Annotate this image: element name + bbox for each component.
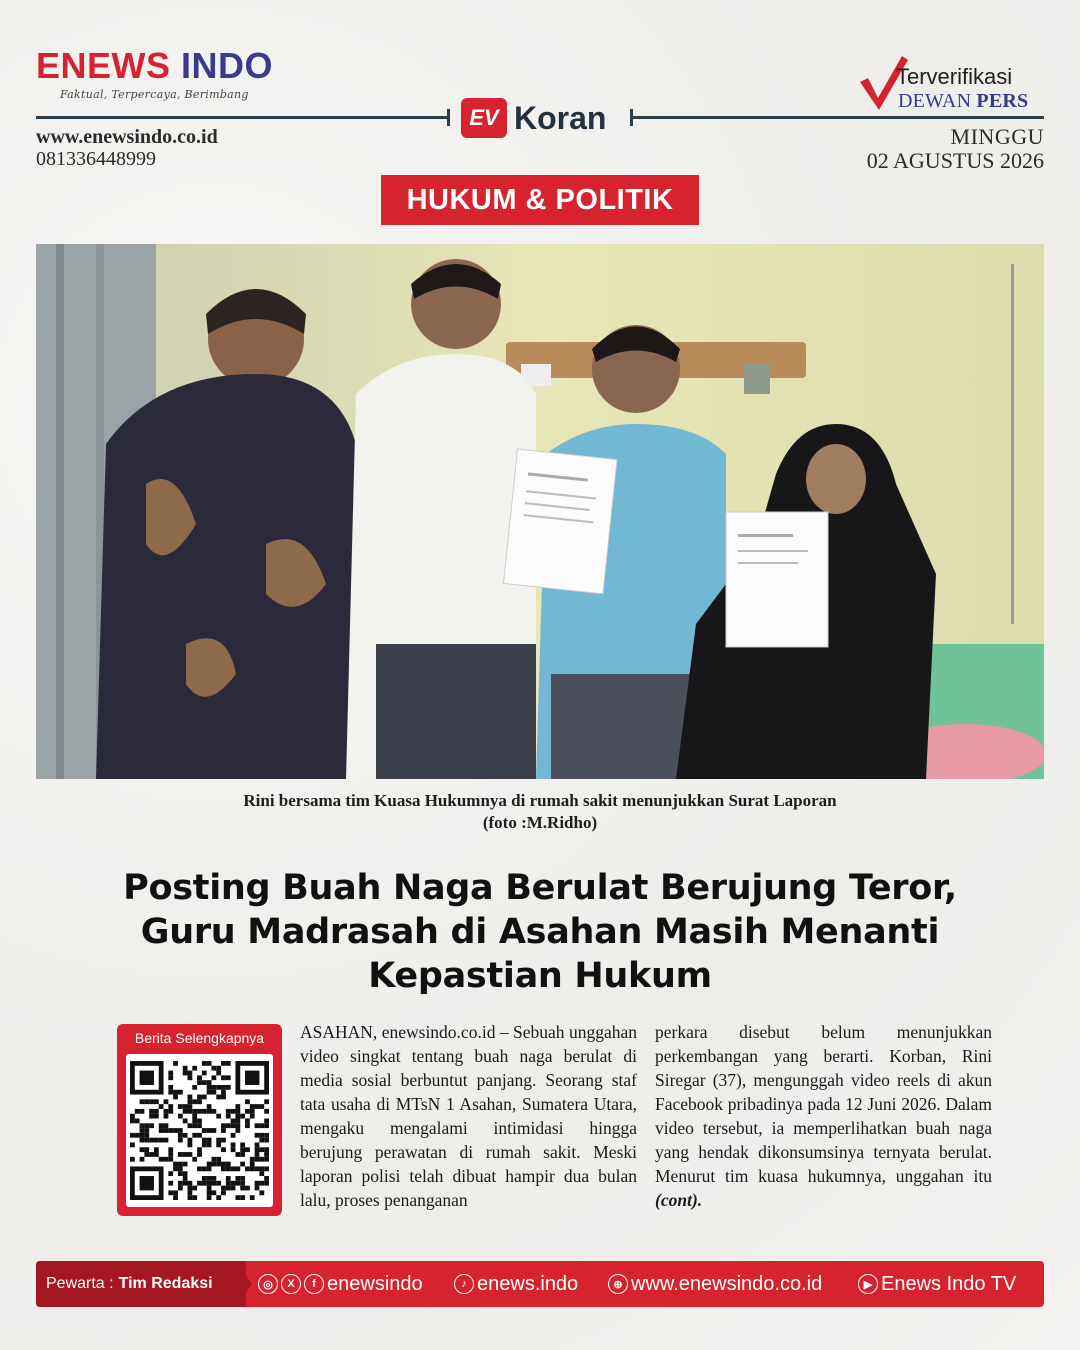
footer-website[interactable]: www.enewsindo.co.id <box>631 1272 823 1295</box>
brand-word-1: ENEWS <box>36 45 171 86</box>
photo-caption <box>0 790 1080 834</box>
phone-text: 081336448999 <box>36 148 156 170</box>
facebook-icon[interactable]: f <box>304 1274 324 1294</box>
youtube-icon: ▶ <box>858 1274 878 1294</box>
youtube-link[interactable] <box>858 1261 1016 1307</box>
press-council-label: DEWAN PERS <box>898 90 1029 112</box>
social-handle[interactable]: enewsindo <box>327 1272 423 1295</box>
edition-logo: EV <box>461 98 507 138</box>
qr-title: Berita Selengkapnya <box>134 1030 265 1046</box>
article-column-1: ASAHAN, enewsindo.co.id – Sebuah unggahan video singkat tentang buah naga berulat di media sosial berbuntut panjang. Seorang staf tata usaha di MTsN 1 Asahan, Sumatera Utara, mengaku mengalami intimidasi hingga berujung perawatan di rumah sakit. Meski laporan polisi telah dibuat hampir dua bulan lalu, proses penanganan <box>300 1022 637 1210</box>
tiktok-handle[interactable]: enews.indo <box>477 1272 579 1295</box>
youtube-channel[interactable]: Enews Indo TV <box>881 1272 1017 1295</box>
verified-label: Terverifikasi <box>896 64 1013 89</box>
qr-card[interactable] <box>117 1024 282 1216</box>
website-text[interactable]: www.enewsindo.co.id <box>36 126 218 148</box>
edition-title: Koran <box>514 100 607 136</box>
edition-day: MINGGU <box>950 124 1044 149</box>
social-handles[interactable] <box>258 1261 423 1307</box>
article-headline: Posting Buah Naga Berulat Berujung Teror, Guru Madrasah di Asahan Masih Menanti Kepastian Hukum <box>123 868 957 996</box>
brand-word-2: INDO <box>181 45 274 86</box>
reporter-credit <box>36 1261 246 1307</box>
article-column-2-text: perkara disebut belum menunjukkan perkembangan yang berarti. Korban, Rini Siregar (37), mengunggah video reels di akun Facebook pribadinya pada 12 Juni 2026. Dalam video tersebut, ia memperlihatkan buah naga yang hendak dikonsumsinya ternyata berulat. Menurut tim kuasa hukumnya, unggahan itu <box>655 1022 992 1186</box>
caption-text: Rini bersama tim Kuasa Hukumnya di rumah sakit menunjukkan Surat Laporan <box>243 791 837 810</box>
edition-date: 02 AGUSTUS 2026 <box>866 148 1044 173</box>
globe-icon: ⊕ <box>608 1274 628 1294</box>
instagram-icon[interactable]: ◎ <box>258 1274 278 1294</box>
header-rule-left <box>36 116 448 119</box>
photo-credit: (foto :M.Ridho) <box>482 813 598 832</box>
reporter-label: Pewarta : <box>46 1275 114 1292</box>
qr-code[interactable] <box>126 1054 273 1207</box>
footer-bar <box>36 1261 1044 1307</box>
tiktok-icon: ♪ <box>454 1274 474 1294</box>
website-link[interactable] <box>608 1261 822 1307</box>
brand-logo <box>36 45 274 86</box>
news-photo <box>36 244 1044 779</box>
continued-marker: (cont). <box>655 1190 703 1210</box>
qr-code-image <box>130 1061 269 1200</box>
article-column-2 <box>655 1020 992 1212</box>
category-badge: HUKUM & POLITIK <box>381 175 699 225</box>
x-icon[interactable]: X <box>281 1274 301 1294</box>
header-rule-right <box>632 116 1044 119</box>
reporter-name: Tim Redaksi <box>118 1275 213 1292</box>
tiktok-link[interactable] <box>454 1261 578 1307</box>
brand-tagline: Faktual, Terpercaya, Berimbang <box>60 88 249 101</box>
